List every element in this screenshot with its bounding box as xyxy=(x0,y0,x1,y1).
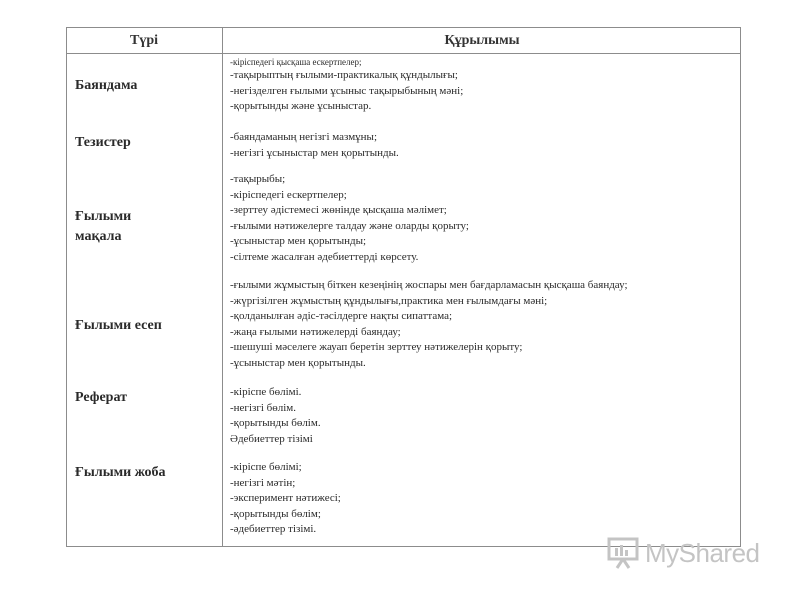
desc-line: -қолданылған әдіс-тәсілдерге нақты сипаттама; xyxy=(230,310,453,322)
row-type-report: Баяндама xyxy=(75,78,138,93)
desc-line: -әдебиеттер тізімі. xyxy=(230,523,317,535)
desc-line: -жүргізілген жұмыстың құндылығы,практика мен ғылымдағы мәні; xyxy=(230,294,548,307)
watermark-text: MyShared xyxy=(645,537,760,568)
row-desc-project xyxy=(230,460,735,538)
desc-line: -қорытынды бөлім; xyxy=(230,507,321,520)
desc-line: -кіріспе бөлімі; xyxy=(230,461,302,473)
desc-line: -зерттеу әдістемесі жөнінде қысқаша мәлімет; xyxy=(230,204,447,216)
presentation-board-icon xyxy=(606,536,642,570)
desc-line: -тақырыбы; xyxy=(230,173,286,185)
desc-line: -жаңа ғылыми нәтижелерді баяндау; xyxy=(230,325,401,338)
desc-line: Әдебиеттер тізімі xyxy=(230,432,313,445)
desc-line: -баяндаманың негізгі мазмұны; xyxy=(230,131,378,143)
row-desc-scientific-report xyxy=(230,278,735,371)
row-type-article xyxy=(75,207,131,247)
desc-line: -ғылыми жұмыстың біткен кезеңінің жоспары мен бағдарламасын қысқаша баяндау; xyxy=(230,279,628,291)
desc-line: -сілтеме жасалған әдебиеттерді көрсету. xyxy=(230,250,419,263)
desc-line: -қорытынды және ұсыныстар. xyxy=(230,100,372,112)
watermark xyxy=(606,536,760,570)
desc-line: -ғылыми нәтижелерге талдау және оларды қорыту; xyxy=(230,219,469,232)
desc-line: -кіріспе бөлімі. xyxy=(230,386,302,398)
row-desc-theses xyxy=(230,130,735,161)
desc-line: -негізгі бөлім. xyxy=(230,401,297,414)
type-line: Ғылыми xyxy=(75,209,132,224)
desc-line: -тақырыптың ғылыми-практикалық құндылығы; xyxy=(230,69,458,81)
row-type-project: Ғылыми жоба xyxy=(75,465,166,480)
desc-line: -негізгі мәтін; xyxy=(230,476,296,489)
desc-line: -кіріспедегі қысқаша ескертпелер; xyxy=(230,57,362,67)
desc-line: -кіріспедегі ескертпелер; xyxy=(230,188,347,201)
row-type-scientific-report: Ғылыми есеп xyxy=(75,318,162,333)
row-type-abstract: Реферат xyxy=(75,390,127,405)
desc-line: -эксперимент нәтижесі; xyxy=(230,492,341,504)
header-structure: Құрылымы xyxy=(444,33,520,48)
desc-line: -ұсыныстар мен қорытынды. xyxy=(230,356,366,369)
desc-line: -негізделген ғылыми ұсыныс тақырыбының мәні; xyxy=(230,84,464,97)
row-desc-article xyxy=(230,172,735,265)
column-divider xyxy=(222,27,223,547)
row-desc-report xyxy=(230,56,735,115)
desc-line: -шешуші мәселеге жауап беретін зерттеу нәтижелерін қорыту; xyxy=(230,341,523,353)
desc-line: -ұсыныстар мен қорытынды; xyxy=(230,235,367,247)
row-type-theses: Тезистер xyxy=(75,135,131,150)
header-divider xyxy=(66,53,741,54)
desc-line: -негізгі ұсыныстар мен қорытынды. xyxy=(230,146,399,159)
header-type: Түрі xyxy=(129,33,158,48)
row-desc-abstract xyxy=(230,385,735,447)
desc-line: -қорытынды бөлім. xyxy=(230,417,321,429)
type-line: мақала xyxy=(75,229,122,244)
